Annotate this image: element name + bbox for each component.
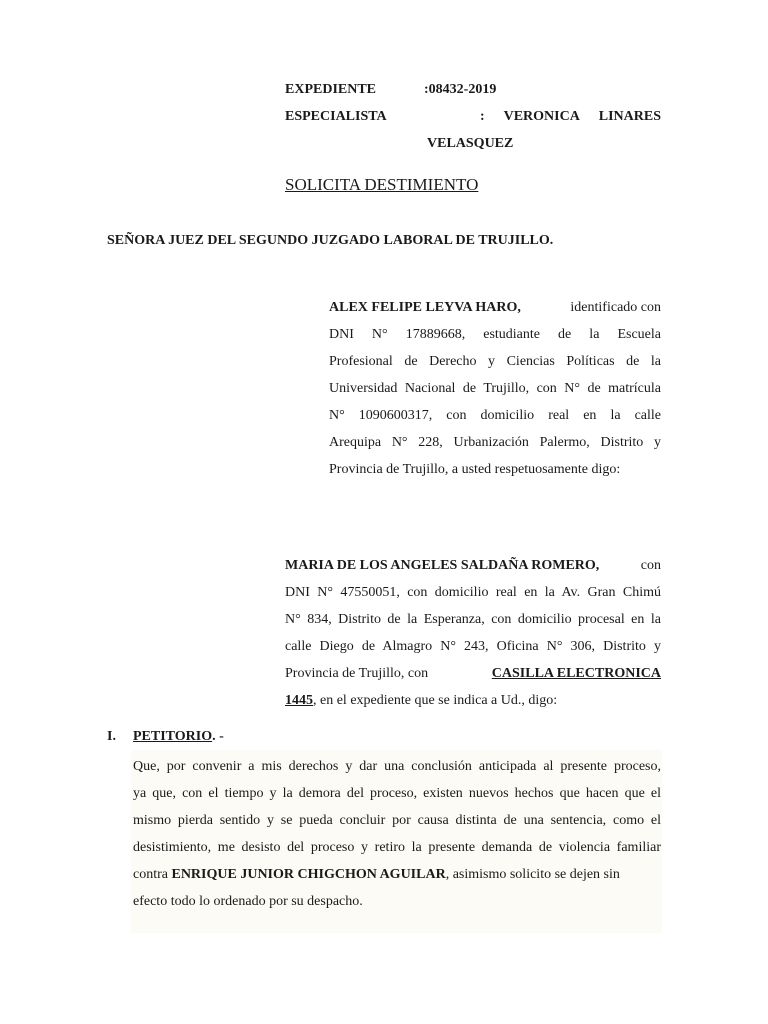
petitioner-2-block [285, 552, 661, 714]
especialista-word: LINARES [598, 109, 661, 124]
petitioner-1-block [329, 294, 661, 483]
heading-suffix: . - [212, 729, 224, 744]
document-title: SOLICITA DESTIMIENTO [285, 175, 479, 194]
text-line [285, 687, 661, 714]
text-line [329, 294, 661, 321]
text-line [285, 552, 661, 579]
text-line: DNI N° 17889668, estudiante de la Escuela [329, 327, 661, 342]
especialista-colon: : [480, 109, 485, 124]
text-fragment: con [640, 558, 661, 573]
text-fragment: identificado con [570, 300, 661, 315]
text-fragment: , asimismo solicito se dejen sin [445, 867, 620, 882]
text-line: desistimiento, me desisto del proceso y retiro la presente demanda de violencia familiar [133, 840, 661, 855]
especialista-name-line1 [480, 109, 661, 125]
petitorio-heading: PETITORIO [133, 729, 213, 744]
text-line: Profesional de Derecho y Ciencias Políticas de la [329, 354, 661, 369]
text-line [285, 660, 661, 687]
text-line: Universidad Nacional de Trujillo, con N° de matrícula [329, 381, 661, 396]
text-fragment: contra [133, 867, 168, 882]
expediente-label: EXPEDIENTE [285, 82, 377, 97]
petitorio-body [133, 753, 661, 915]
addressee: SEÑORA JUEZ DEL SEGUNDO JUZGADO LABORAL DE TRUJILLO. [107, 233, 554, 248]
text-fragment: Provincia de Trujillo, con [285, 666, 429, 681]
petitioner-2-name: MARIA DE LOS ANGELES SALDAÑA ROMERO, [285, 558, 600, 573]
especialista-label: ESPECIALISTA [285, 109, 387, 124]
text-line: N° 834, Distrito de la Esperanza, con domicilio procesal en la [285, 612, 661, 627]
text-line: DNI N° 47550051, con domicilio real en la Av. Gran Chimú [285, 585, 661, 600]
text-line: mismo pierda sentido y se pueda concluir por causa distinta de una sentencia, como el [133, 813, 661, 828]
text-line: efecto todo lo ordenado por su despacho. [133, 894, 363, 909]
expediente-value: :08432-2019 [424, 82, 497, 97]
text-line: Arequipa N° 228, Urbanización Palermo, Distrito y [329, 435, 661, 450]
text-line: ya que, con el tiempo y la demora del proceso, existen nuevos hechos que hacen que el [133, 786, 661, 801]
casilla-electronica: CASILLA ELECTRONICA [491, 666, 661, 681]
text-line [133, 861, 661, 888]
section-numeral: I. [107, 729, 116, 744]
text-line: Provincia de Trujillo, a usted respetuosamente digo: [329, 462, 621, 477]
petitioner-1-name: ALEX FELIPE LEYVA HARO, [329, 300, 521, 315]
defendant-name: ENRIQUE JUNIOR CHIGCHON AGUILAR [171, 867, 446, 882]
text-line: Que, por convenir a mis derechos y dar una conclusión anticipada al presente proceso, [133, 759, 661, 774]
text-fragment [133, 861, 620, 888]
text-line: calle Diego de Almagro N° 243, Oficina N° 306, Distrito y [285, 639, 661, 654]
text-fragment: , en el expediente que se indica a Ud., digo: [313, 693, 558, 708]
section-heading [133, 729, 224, 745]
casilla-number: 1445 [285, 693, 313, 708]
text-line: N° 1090600317, con domicilio real en la calle [329, 408, 661, 423]
especialista-name-line2: VELASQUEZ [427, 136, 514, 151]
especialista-word: VERONICA [503, 109, 580, 124]
